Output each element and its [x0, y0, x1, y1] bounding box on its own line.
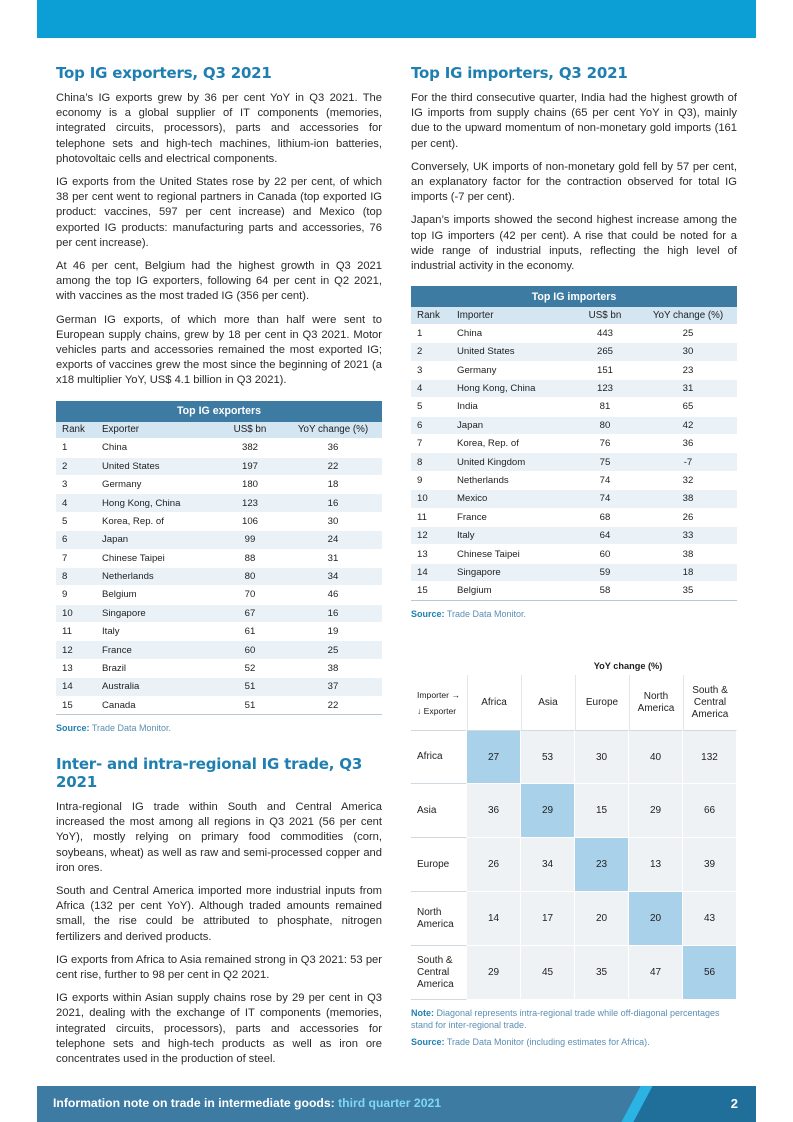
table-cell: 64	[571, 527, 639, 545]
matrix-cell: 29	[467, 946, 521, 1000]
table-cell: Belgium	[451, 582, 571, 600]
matrix-cell: 35	[575, 946, 629, 1000]
table-cell: 59	[571, 563, 639, 581]
table-cell: 2	[56, 457, 96, 475]
table-cell: 51	[216, 678, 284, 696]
table-cell: 34	[284, 567, 382, 585]
table-row	[411, 343, 737, 361]
table-cell: Netherlands	[96, 567, 216, 585]
table-cell: 10	[56, 604, 96, 622]
table-cell: 19	[284, 623, 382, 641]
matrix-grid	[411, 675, 737, 1000]
table-cell: 106	[216, 512, 284, 530]
table-cell: 31	[639, 379, 737, 397]
table-cell: 151	[571, 361, 639, 379]
table-cell: United Kingdom	[451, 453, 571, 471]
matrix-cell: 43	[683, 892, 737, 946]
table-cell: 24	[284, 531, 382, 549]
table-cell: 67	[216, 604, 284, 622]
table-cell: India	[451, 398, 571, 416]
table-cell: 180	[216, 475, 284, 493]
table-cell: 42	[639, 416, 737, 434]
table-cell: 9	[56, 586, 96, 604]
table-row	[411, 379, 737, 397]
table-cell: China	[96, 439, 216, 457]
table-cell: 38	[284, 659, 382, 677]
matrix-cell: 26	[467, 838, 521, 892]
table-cell: 16	[284, 604, 382, 622]
table-row	[411, 416, 737, 434]
regional-matrix	[411, 657, 737, 1049]
paragraph: IG exports within Asian supply chains rose by 29 per cent in Q3 2021, dealing with the exchange of IT components (memories, integrated circuits, processors), parts and accessories for telephone sets and high-tech products as well as iron ore concentrates used in the production of steel.	[56, 992, 382, 1066]
table-cell: 38	[639, 490, 737, 508]
matrix-cell: 29	[629, 784, 683, 838]
table-cell: Chinese Taipei	[451, 545, 571, 563]
table-cell: 3	[56, 475, 96, 493]
matrix-cell: 13	[629, 838, 683, 892]
table-cell: 81	[571, 398, 639, 416]
table-cell: 2	[411, 343, 451, 361]
paragraph: IG exports from the United States rose by 22 per cent, of which 38 per cent went to regional partners in Canada (top exported IG product: vaccines, 597 per cent increase) and Mexico (top exported IG products: manufacturing parts and accessories, 76 per cent increase).	[56, 176, 382, 249]
table-cell: United States	[96, 457, 216, 475]
table-row	[56, 567, 382, 585]
col-header: US$ bn	[216, 422, 284, 439]
table-cell: 123	[571, 379, 639, 397]
table-cell: China	[451, 324, 571, 342]
table-cell: 10	[411, 490, 451, 508]
matrix-cell: 40	[629, 731, 683, 784]
table-cell: Japan	[96, 531, 216, 549]
table-cell: Italy	[451, 527, 571, 545]
matrix-cell: 39	[683, 838, 737, 892]
matrix-col-header: Asia	[521, 675, 575, 731]
matrix-diagonal-cell: 56	[683, 946, 737, 1000]
matrix-corner	[411, 675, 467, 731]
table-cell: Hong Kong, China	[451, 379, 571, 397]
table-cell: 12	[411, 527, 451, 545]
table-row	[56, 475, 382, 493]
exporters-table	[56, 401, 382, 715]
table-cell: 25	[284, 641, 382, 659]
table-cell: 99	[216, 531, 284, 549]
table-caption: Top IG importers	[411, 286, 737, 307]
table-cell: Korea, Rep. of	[96, 512, 216, 530]
paragraph: IG exports from Africa to Asia remained strong in Q3 2021: 53 per cent rise, further to 98 per cent in Q2 2021.	[56, 953, 382, 982]
table-caption: Top IG exporters	[56, 401, 382, 422]
matrix-row-header: Asia	[411, 784, 467, 838]
matrix-diagonal-cell: 23	[575, 838, 629, 892]
table-cell: 15	[56, 696, 96, 714]
table-cell: 8	[411, 453, 451, 471]
col-header: Rank	[411, 307, 451, 324]
matrix-cell: 14	[467, 892, 521, 946]
table-cell: Australia	[96, 678, 216, 696]
matrix-row-header: South & Central America	[411, 946, 467, 1000]
table-cell: France	[451, 508, 571, 526]
table-cell: 7	[411, 435, 451, 453]
table-cell: -7	[639, 453, 737, 471]
table-cell: 65	[639, 398, 737, 416]
table-cell: 75	[571, 453, 639, 471]
table-cell: 5	[56, 512, 96, 530]
table-cell: 13	[411, 545, 451, 563]
matrix-row-header: North America	[411, 892, 467, 946]
paragraph: German IG exports, of which more than half were sent to European supply chains, grew by 18 per cent in Q3 2021. Motor vehicles parts and accessories remained the most exported IG; exports of vaccines grew the most since the beginning of 2021 (a x18 multiplier YoY, US$ 4.1 billion in Q3 2021).	[56, 313, 382, 387]
table-cell: 123	[216, 494, 284, 512]
exporters-heading: Top IG exporters, Q3 2021	[56, 64, 272, 82]
table-cell: 80	[571, 416, 639, 434]
table-cell: 36	[284, 439, 382, 457]
paragraph: Intra-regional IG trade within South and Central America increased the most among all regions in Q3 2021 (56 per cent YoY), mostly relying on primary food commodities (corn, soybeans, wheat) as well as raw and semi-processed copper and iron ores.	[56, 801, 382, 874]
table-row	[56, 549, 382, 567]
regional-heading: Inter- and intra-regional IG trade, Q3 2021	[56, 755, 363, 792]
table-cell: 11	[411, 508, 451, 526]
table-row	[56, 494, 382, 512]
table-cell: Korea, Rep. of	[451, 435, 571, 453]
table-row	[411, 453, 737, 471]
table-row	[56, 586, 382, 604]
matrix-cell: 45	[521, 946, 575, 1000]
table-row	[411, 471, 737, 489]
table-row	[56, 678, 382, 696]
table-cell: 1	[56, 439, 96, 457]
table-cell: 30	[284, 512, 382, 530]
col-header: Exporter	[96, 422, 216, 439]
table-cell: 25	[639, 324, 737, 342]
matrix-cell: 34	[521, 838, 575, 892]
paragraph: China’s IG exports grew by 36 per cent YoY in Q3 2021. The economy is a global supplier of IT components (memories, integrated circuits, processors), parts and accessories for telephone sets and high-tech machines, lithium-ion batteries, photovoltaic cells and electrical components.	[56, 92, 382, 165]
matrix-title: YoY change (%)	[593, 661, 663, 671]
table-cell: Brazil	[96, 659, 216, 677]
table-row	[56, 623, 382, 641]
importers-source: Source: Trade Data Monitor.	[411, 608, 527, 619]
table-cell: France	[96, 641, 216, 659]
table-row	[411, 324, 737, 342]
left-column	[56, 64, 382, 1075]
table-cell: 58	[571, 582, 639, 600]
table-cell: 74	[571, 471, 639, 489]
table-cell: 15	[411, 582, 451, 600]
table-cell: 6	[411, 416, 451, 434]
importers-table	[411, 286, 737, 600]
table-cell: 13	[56, 659, 96, 677]
matrix-row-header: Europe	[411, 838, 467, 892]
table-cell: 197	[216, 457, 284, 475]
table-cell: 9	[411, 471, 451, 489]
matrix-col-header: Africa	[467, 675, 521, 731]
table-cell: 3	[411, 361, 451, 379]
table-row	[56, 531, 382, 549]
page-number: 2	[730, 1096, 738, 1111]
table-cell: 18	[284, 475, 382, 493]
table-cell: 30	[639, 343, 737, 361]
table-cell: Japan	[451, 416, 571, 434]
table-row	[411, 508, 737, 526]
table-cell: Mexico	[451, 490, 571, 508]
table-cell: 443	[571, 324, 639, 342]
matrix-diagonal-cell: 27	[467, 731, 521, 784]
col-header: YoY change (%)	[639, 307, 737, 324]
table-cell: 11	[56, 623, 96, 641]
matrix-cell: 132	[683, 731, 737, 784]
exporter-axis-label: ↓ Exporter	[417, 705, 457, 716]
table-row	[56, 641, 382, 659]
table-cell: Hong Kong, China	[96, 494, 216, 512]
table-row	[411, 563, 737, 581]
table-cell: 70	[216, 586, 284, 604]
table-row	[56, 512, 382, 530]
table-cell: 4	[411, 379, 451, 397]
table-cell: Germany	[451, 361, 571, 379]
table-cell: Italy	[96, 623, 216, 641]
table-cell: Canada	[96, 696, 216, 714]
table-cell: 32	[639, 471, 737, 489]
top-banner	[37, 0, 756, 38]
matrix-diagonal-cell: 20	[629, 892, 683, 946]
right-column	[411, 64, 737, 619]
paragraph: At 46 per cent, Belgium had the highest growth in Q3 2021 among the top IG exporters, following 64 per cent in Q2 2021, with vaccines as the most traded IG (356 per cent).	[56, 260, 382, 303]
table-row	[56, 659, 382, 677]
table-cell: 26	[639, 508, 737, 526]
paragraph: Japan’s imports showed the second highest increase among the top IG importers (42 per cent). A rise that could be noted for a wide range of industrial inputs, reflecting the high level of industrial activity in the economy.	[411, 214, 737, 273]
matrix-cell: 53	[521, 731, 575, 784]
matrix-cell: 47	[629, 946, 683, 1000]
table-cell: Netherlands	[451, 471, 571, 489]
importer-axis-label: Importer →	[417, 689, 460, 700]
footer-title: Information note on trade in intermediate goods: third quarter 2021	[53, 1096, 442, 1110]
table-cell: 51	[216, 696, 284, 714]
matrix-cell: 30	[575, 731, 629, 784]
table-cell: 61	[216, 623, 284, 641]
table-cell: 37	[284, 678, 382, 696]
matrix-cell: 17	[521, 892, 575, 946]
table-cell: 35	[639, 582, 737, 600]
table-row	[411, 582, 737, 600]
table-cell: Chinese Taipei	[96, 549, 216, 567]
table-cell: 382	[216, 439, 284, 457]
table-cell: 22	[284, 457, 382, 475]
table-row	[411, 545, 737, 563]
table-cell: Singapore	[96, 604, 216, 622]
table-cell: 60	[216, 641, 284, 659]
table-cell: 38	[639, 545, 737, 563]
table-cell: 60	[571, 545, 639, 563]
table-cell: 5	[411, 398, 451, 416]
table-row	[56, 696, 382, 714]
matrix-cell: 66	[683, 784, 737, 838]
table-cell: 36	[639, 435, 737, 453]
table-cell: 6	[56, 531, 96, 549]
table-cell: 18	[639, 563, 737, 581]
table-cell: 88	[216, 549, 284, 567]
matrix-col-header: North America	[629, 675, 683, 731]
table-cell: Belgium	[96, 586, 216, 604]
matrix-col-header: Europe	[575, 675, 629, 731]
col-header: US$ bn	[571, 307, 639, 324]
matrix-col-header: South & Central America	[683, 675, 737, 731]
table-cell: 76	[571, 435, 639, 453]
table-row	[56, 604, 382, 622]
exporters-source: Source: Trade Data Monitor.	[56, 723, 172, 734]
table-cell: 23	[639, 361, 737, 379]
table-row	[56, 439, 382, 457]
table-cell: 52	[216, 659, 284, 677]
matrix-cell: 15	[575, 784, 629, 838]
table-cell: 265	[571, 343, 639, 361]
matrix-cell: 36	[467, 784, 521, 838]
table-cell: 80	[216, 567, 284, 585]
matrix-row-header: Africa	[411, 731, 467, 784]
table-row	[411, 361, 737, 379]
table-row	[411, 435, 737, 453]
matrix-note: Note: Diagonal represents intra-regional trade while off-diagonal percentages stand for inter-regional trade.	[411, 1008, 720, 1030]
table-cell: 12	[56, 641, 96, 659]
matrix-diagonal-cell: 29	[521, 784, 575, 838]
table-cell: Singapore	[451, 563, 571, 581]
table-cell: 14	[56, 678, 96, 696]
table-row	[411, 527, 737, 545]
matrix-source: Source: Trade Data Monitor (including estimates for Africa).	[411, 1037, 650, 1047]
paragraph: For the third consecutive quarter, India had the highest growth of IG imports from supply chains (65 per cent YoY in Q3), mainly due to the upward momentum of non-monetary gold imports (161 per cent).	[411, 92, 737, 150]
matrix-cell: 20	[575, 892, 629, 946]
table-cell: 74	[571, 490, 639, 508]
table-cell: 14	[411, 563, 451, 581]
table-row	[56, 457, 382, 475]
col-header: YoY change (%)	[284, 422, 382, 439]
table-cell: 68	[571, 508, 639, 526]
paragraph: Conversely, UK imports of non-monetary gold fell by 57 per cent, an explanatory factor for the contraction observed for total IG imports (-7 per cent).	[411, 160, 737, 204]
table-cell: 1	[411, 324, 451, 342]
table-cell: 22	[284, 696, 382, 714]
importers-heading: Top IG importers, Q3 2021	[411, 64, 628, 82]
table-cell: 8	[56, 567, 96, 585]
table-cell: 31	[284, 549, 382, 567]
table-cell: 7	[56, 549, 96, 567]
footer-bar	[37, 1086, 756, 1122]
table-cell: 33	[639, 527, 737, 545]
table-cell: 4	[56, 494, 96, 512]
table-row	[411, 398, 737, 416]
col-header: Importer	[451, 307, 571, 324]
table-row	[411, 490, 737, 508]
col-header: Rank	[56, 422, 96, 439]
table-cell: United States	[451, 343, 571, 361]
table-cell: 46	[284, 586, 382, 604]
table-cell: Germany	[96, 475, 216, 493]
paragraph: South and Central America imported more industrial inputs from Africa (132 per cent YoY). Although traded amounts remained small, the rise could be attributed to phosphate, nitrogen fertilizers and derived products.	[56, 885, 382, 943]
table-cell: 16	[284, 494, 382, 512]
